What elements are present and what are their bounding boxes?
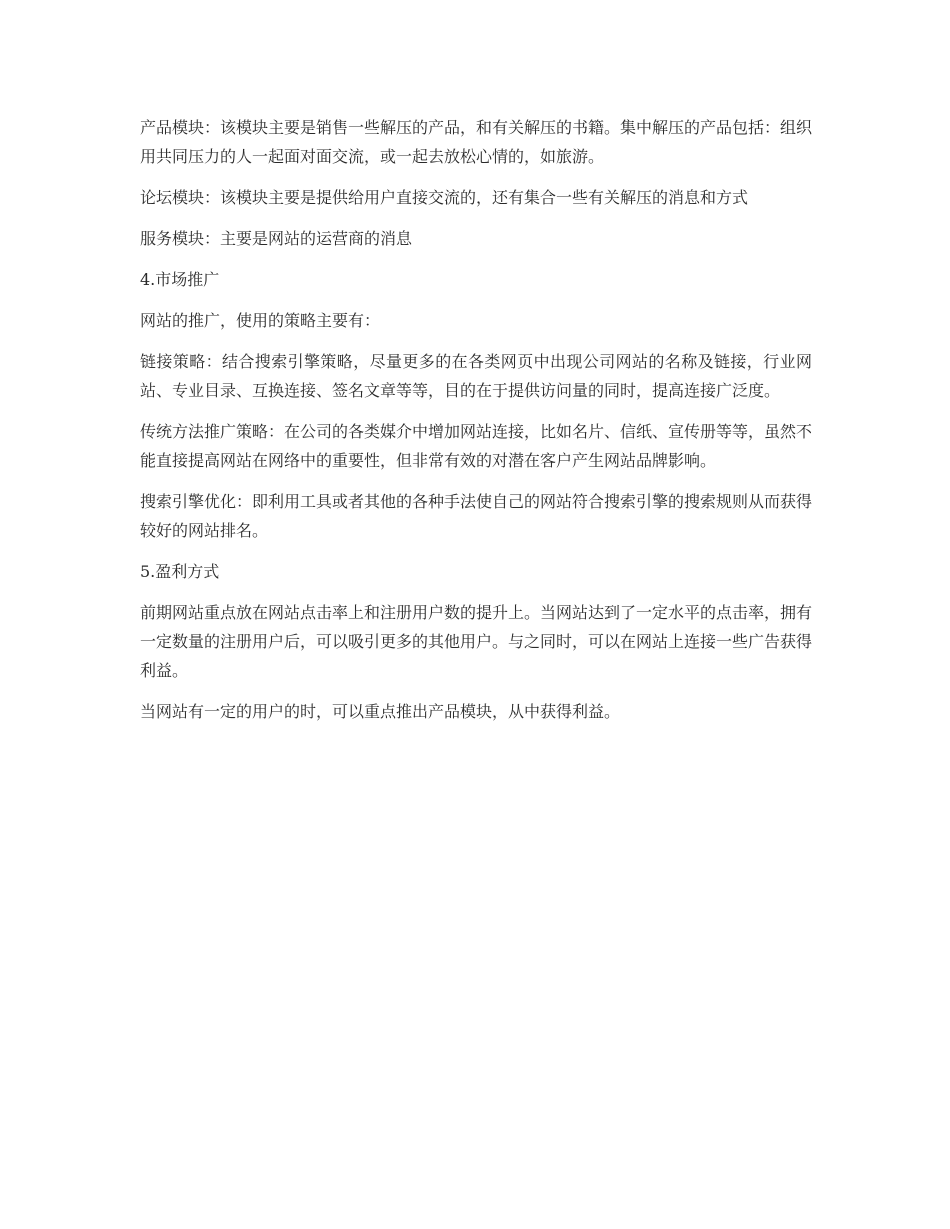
- paragraph-promotion-intro: 网站的推广，使用的策略主要有：: [140, 311, 381, 330]
- paragraph-product-launch: 当网站有一定的用户的时，可以重点推出产品模块，从中获得利益。: [140, 702, 621, 721]
- document-body: [140, 113, 812, 738]
- paragraph-product-module: 产品模块：该模块主要是销售一些解压的产品，和有关解压的书籍。集中解压的产品包括：组织用共同压力的人一起面对面交流，或一起去放松心情的，如旅游。: [140, 118, 813, 166]
- paragraph-traditional-strategy: 传统方法推广策略：在公司的各类媒介中增加网站连接，比如名片、信纸、宣传册等等，虽然不能直接提高网站在网络中的重要性，但非常有效的对潜在客户产生网站品牌影响。: [140, 422, 813, 470]
- section-heading-profit-model: 5.盈利方式: [140, 562, 220, 581]
- paragraph-link-strategy: 链接策略：结合搜索引擎策略，尽量更多的在各类网页中出现公司网站的名称及链接，行业网站、专业目录、互换连接、签名文章等等，目的在于提供访问量的同时，提高连接广泛度。: [140, 352, 812, 400]
- paragraph-forum-module: 论坛模块：该模块主要是提供给用户直接交流的，还有集合一些有关解压的消息和方式: [140, 188, 749, 207]
- paragraph-early-stage: 前期网站重点放在网站点击率上和注册用户数的提升上。当网站达到了一定水平的点击率，拥有一定数量的注册用户后，可以吸引更多的其他用户。与之同时，可以在网站上连接一些广告获得利益。: [140, 603, 813, 680]
- paragraph-service-module: 服务模块：主要是网站的运营商的消息: [140, 229, 413, 248]
- section-heading-market-promotion: 4.市场推广: [140, 270, 220, 289]
- paragraph-seo: 搜索引擎优化：即利用工具或者其他的各种手法使自己的网站符合搜索引擎的搜索规则从而获得较好的网站排名。: [140, 492, 813, 540]
